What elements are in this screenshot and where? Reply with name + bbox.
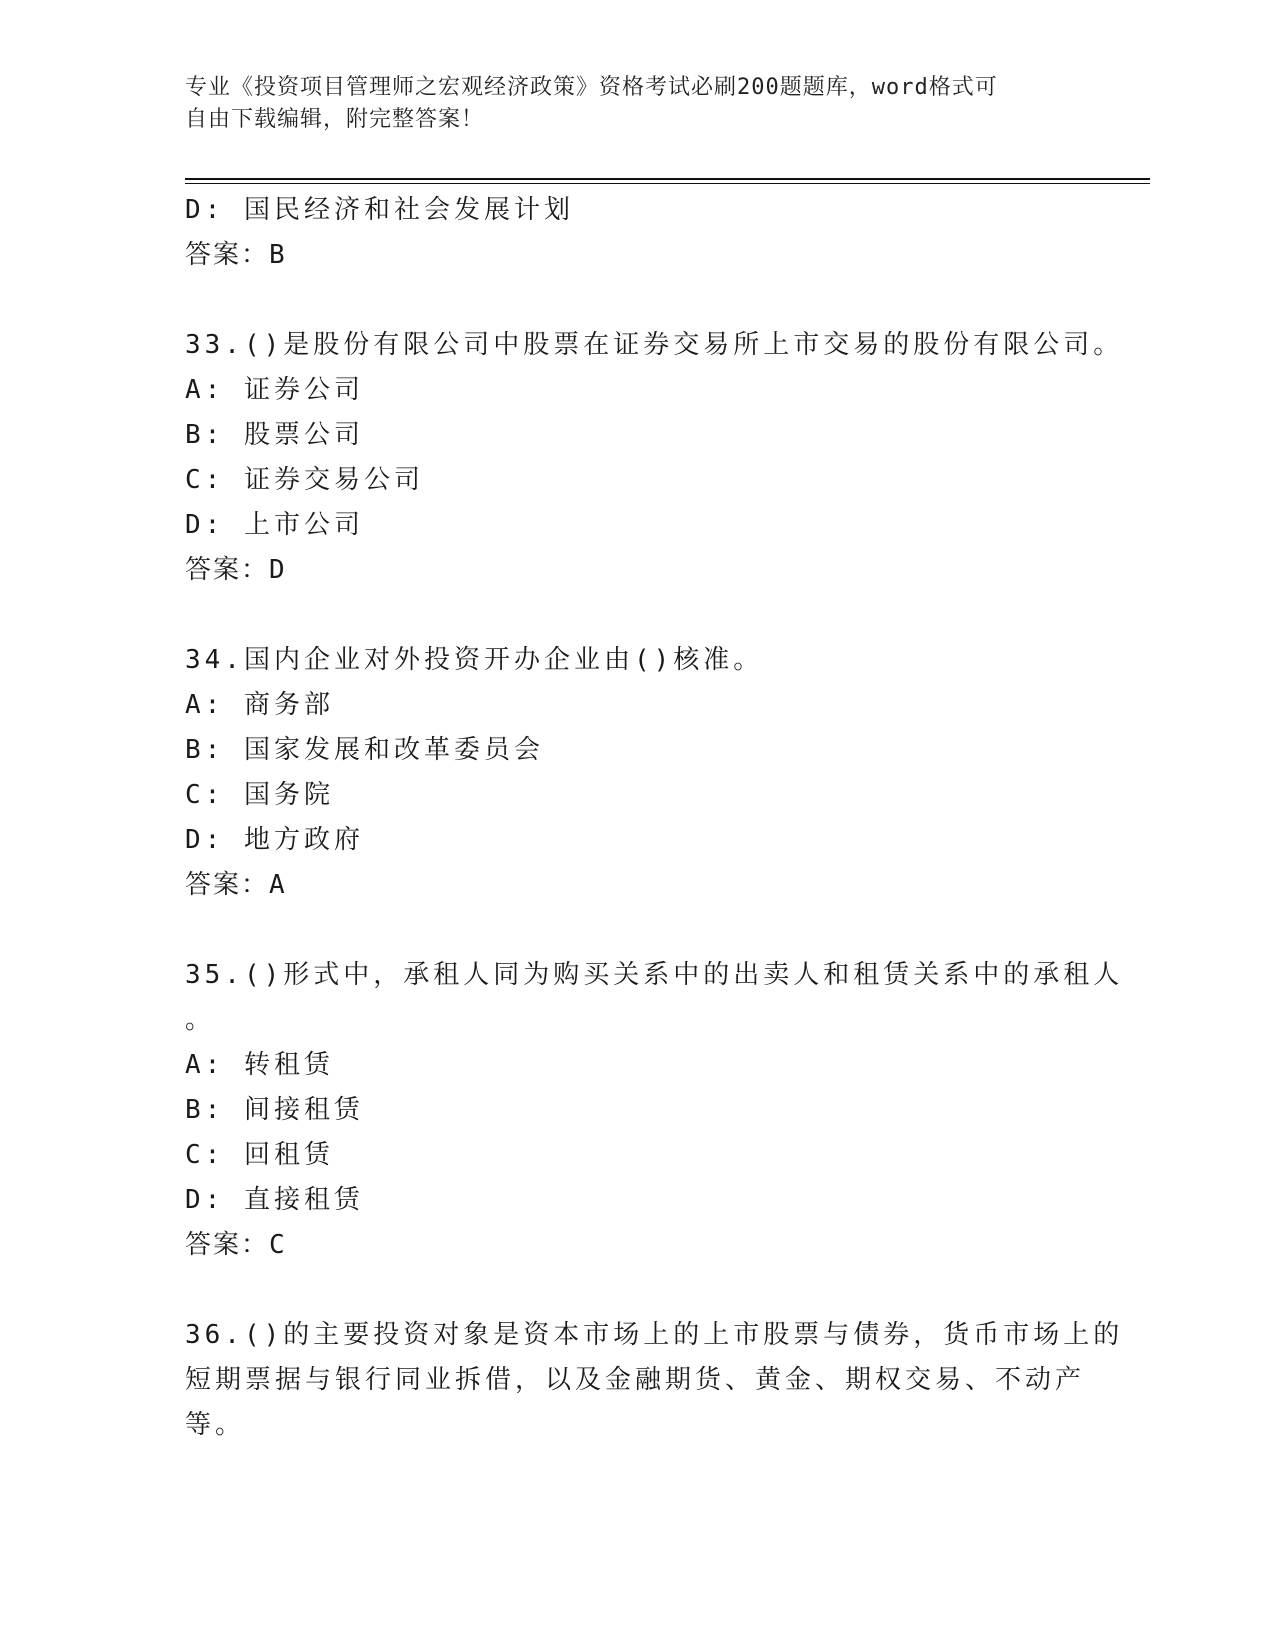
option-b: B: 股票公司	[185, 420, 364, 450]
answer-label: 答案：	[185, 240, 270, 270]
answer-line	[185, 1223, 1085, 1268]
question-stem-line-1: 36.()的主要投资对象是资本市场上的上市股票与债券，货币市场上的	[185, 1320, 1124, 1350]
spacer	[185, 908, 1085, 953]
answer-value: A	[269, 870, 287, 900]
answer-line	[185, 863, 1085, 908]
question-stem-line-1: 35.()形式中，承租人同为购买关系中的出卖人和租赁关系中的承租人	[185, 960, 1124, 990]
header-line-1: 专业《投资项目管理师之宏观经济政策》资格考试必刷200题题库，word格式可	[185, 75, 998, 100]
question-36	[185, 1313, 1124, 1448]
spacer	[185, 1268, 1085, 1313]
spacer	[185, 593, 1085, 638]
spacer	[185, 278, 1085, 323]
answer-label: 答案：	[185, 555, 270, 585]
option-a: A: 商务部	[185, 690, 334, 720]
option-a: A: 转租赁	[185, 1050, 334, 1080]
question-stem: 33.()是股份有限公司中股票在证券交易所上市交易的股份有限公司。	[185, 330, 1124, 360]
question-stem: 34.国内企业对外投资开办企业由()核准。	[185, 645, 764, 675]
answer-value: C	[269, 1230, 287, 1260]
option-d: D: 直接租赁	[185, 1185, 364, 1215]
option-a: A: 证券公司	[185, 375, 364, 405]
document-header	[185, 72, 1085, 136]
option-d: D: 国民经济和社会发展计划	[185, 195, 574, 225]
answer-line	[185, 233, 1085, 278]
option-c: C: 证券交易公司	[185, 465, 424, 495]
question-34	[185, 638, 1085, 908]
option-b: B: 国家发展和改革委员会	[185, 735, 544, 765]
answer-value: D	[269, 555, 287, 585]
answer-label: 答案：	[185, 870, 270, 900]
option-c: C: 国务院	[185, 780, 334, 810]
header-divider-thin	[185, 183, 1150, 184]
question-33	[185, 323, 1124, 593]
header-line-2: 自由下载编辑，附完整答案！	[185, 107, 485, 132]
header-divider-thick	[185, 178, 1150, 180]
option-d: D: 地方政府	[185, 825, 364, 855]
question-stem-line-2: 短期票据与银行同业拆借，以及金融期货、黄金、期权交易、不动产	[185, 1365, 1086, 1395]
answer-label: 答案：	[185, 1230, 270, 1260]
answer-value: B	[269, 240, 287, 270]
option-c: C: 回租赁	[185, 1140, 334, 1170]
question-stem-line-3: 等。	[185, 1410, 246, 1440]
question-35	[185, 953, 1124, 1268]
option-b: B: 间接租赁	[185, 1095, 364, 1125]
answer-line	[185, 548, 1085, 593]
question-stem-line-2: 。	[185, 1005, 216, 1035]
question-list	[185, 188, 1124, 1448]
option-d: D: 上市公司	[185, 510, 364, 540]
